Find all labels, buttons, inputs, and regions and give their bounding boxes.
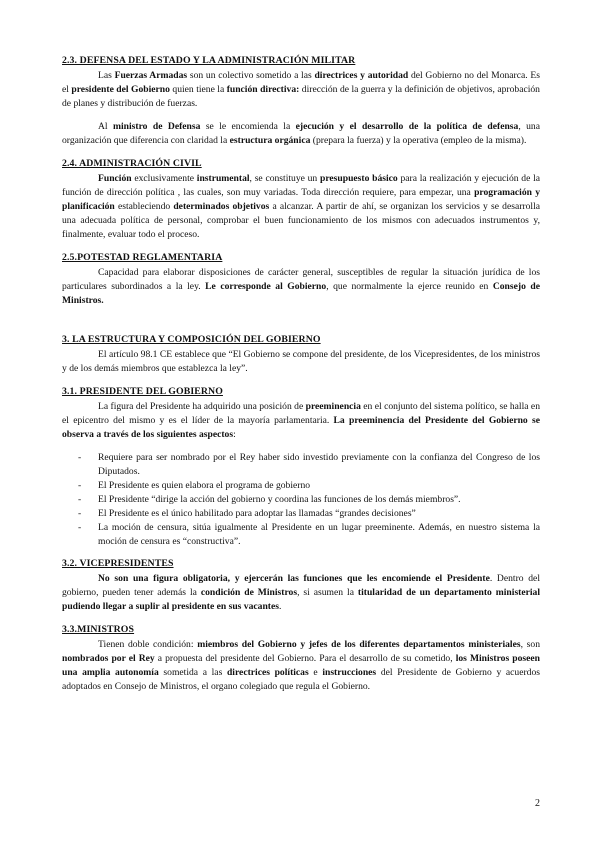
list-item: - Requiere para ser nombrado por el Rey haber sido investido previamente con la confianza del Congreso de los Diputados. <box>78 452 540 477</box>
document-page <box>62 54 540 703</box>
section-2-3-paragraph-1: Las Fuerzas Armadas son un colectivo sometido a las directrices y autoridad del Gobierno no del Monarca. Es el presidente del Gobierno quien tiene la función directiva: dirección de la guerra y la definición de objetivos, aprobación de planes y distribución de fuerzas. <box>62 70 540 109</box>
section-2-3-title: 2.3. DEFENSA DEL ESTADO Y LA ADMINISTRACIÓN MILITAR <box>62 55 356 66</box>
section-3-2-paragraph-1: No son una figura obligatoria, y ejercerán las funciones que les encomiende el Presidente. Dentro del gobierno, pueden tener además la condición de Ministros, si asumen la titularidad de un departamento ministerial pudiendo llegar a suplir al presidente en sus vacantes. <box>62 573 541 612</box>
section-3-1-paragraph-1: La figura del Presidente ha adquirido una posición de preeminencia en el conjunto del sistema político, se halla en el epicentro del mismo y es el líder de la mayoría parlamentaria. La preeminencia del Presidente del Gobierno se observa a través de los siguientes aspectos: <box>62 401 540 440</box>
list-item: - La moción de censura, sitúa igualmente al Presidente en un lugar preeminente. Además, en nuestro sistema la moción de censura es “constructiva”. <box>78 522 540 547</box>
list-item: - El Presidente es quien elabora el programa de gobierno <box>78 480 311 491</box>
section-3-1-title: 3.1. PRESIDENTE DEL GOBIERNO <box>62 386 223 397</box>
section-3-3-title: 3.3.MINISTROS <box>62 624 135 635</box>
page-number: 2 <box>535 798 540 809</box>
section-3-title: 3. LA ESTRUCTURA Y COMPOSICIÓN DEL GOBIERNO <box>62 334 321 345</box>
section-2-4-title: 2.4. ADMINISTRACIÓN CIVIL <box>62 158 202 169</box>
list-item: - El Presidente “dirige la acción del gobierno y coordina las funciones de los demás miembros”. <box>78 494 461 505</box>
section-2-4-paragraph-1: Función exclusivamente instrumental, se constituye un presupuesto básico para la realización y ejecución de la función de dirección política , las cuales, son muy variadas. Toda dirección requiere, para empezar, una programación y planificación estableciendo determinados objetivos a alcanzar. A partir de ahí, se organizan los servicios y se desarrolla una adecuada política de personal, comprobar el buen funcionamiento de los mismos con adecuados instrumentos y, finalmente, evaluar todo el proceso. <box>62 173 541 240</box>
section-3-paragraph-1: El artículo 98.1 CE establece que “El Gobierno se compone del presidente, de los Vicepresidentes, de los ministros y de los demás miembros que establezca la ley”. <box>62 349 540 374</box>
section-3-2-title: 3.2. VICEPRESIDENTES <box>62 558 174 569</box>
section-2-5-paragraph-1: Capacidad para elaborar disposiciones de carácter general, susceptibles de regular la situación jurídica de los particulares subordinados a la ley. Le corresponde al Gobierno, que normalmente la ejerce reunido en Consejo de Ministros. <box>62 267 540 306</box>
list-item: - El Presidente es el único habilitado para adoptar las llamadas “grandes decisiones” <box>78 508 416 519</box>
section-2-5-title: 2.5.POTESTAD REGLAMENTARIA <box>62 252 223 263</box>
section-2-3-paragraph-2: Al ministro de Defensa se le encomienda la ejecución y el desarrollo de la política de defensa, una organización que diferencia con claridad la estructura orgánica (prepara la fuerza) y la operativa (empleo de la misma). <box>62 121 540 146</box>
section-3-3-paragraph-1: Tienen doble condición: miembros del Gobierno y jefes de los diferentes departamentos ministeriales, son nombrados por el Rey a propuesta del presidente del Gobierno. Para el desarrollo de su cometido, los Ministros poseen una amplia autonomía sometida a las directrices políticas e instrucciones del Presidente de Gobierno y acuerdos adoptados en Consejo de Ministros, el organo colegiado que regula el Gobierno. <box>62 639 541 692</box>
president-aspects-list <box>62 451 540 549</box>
